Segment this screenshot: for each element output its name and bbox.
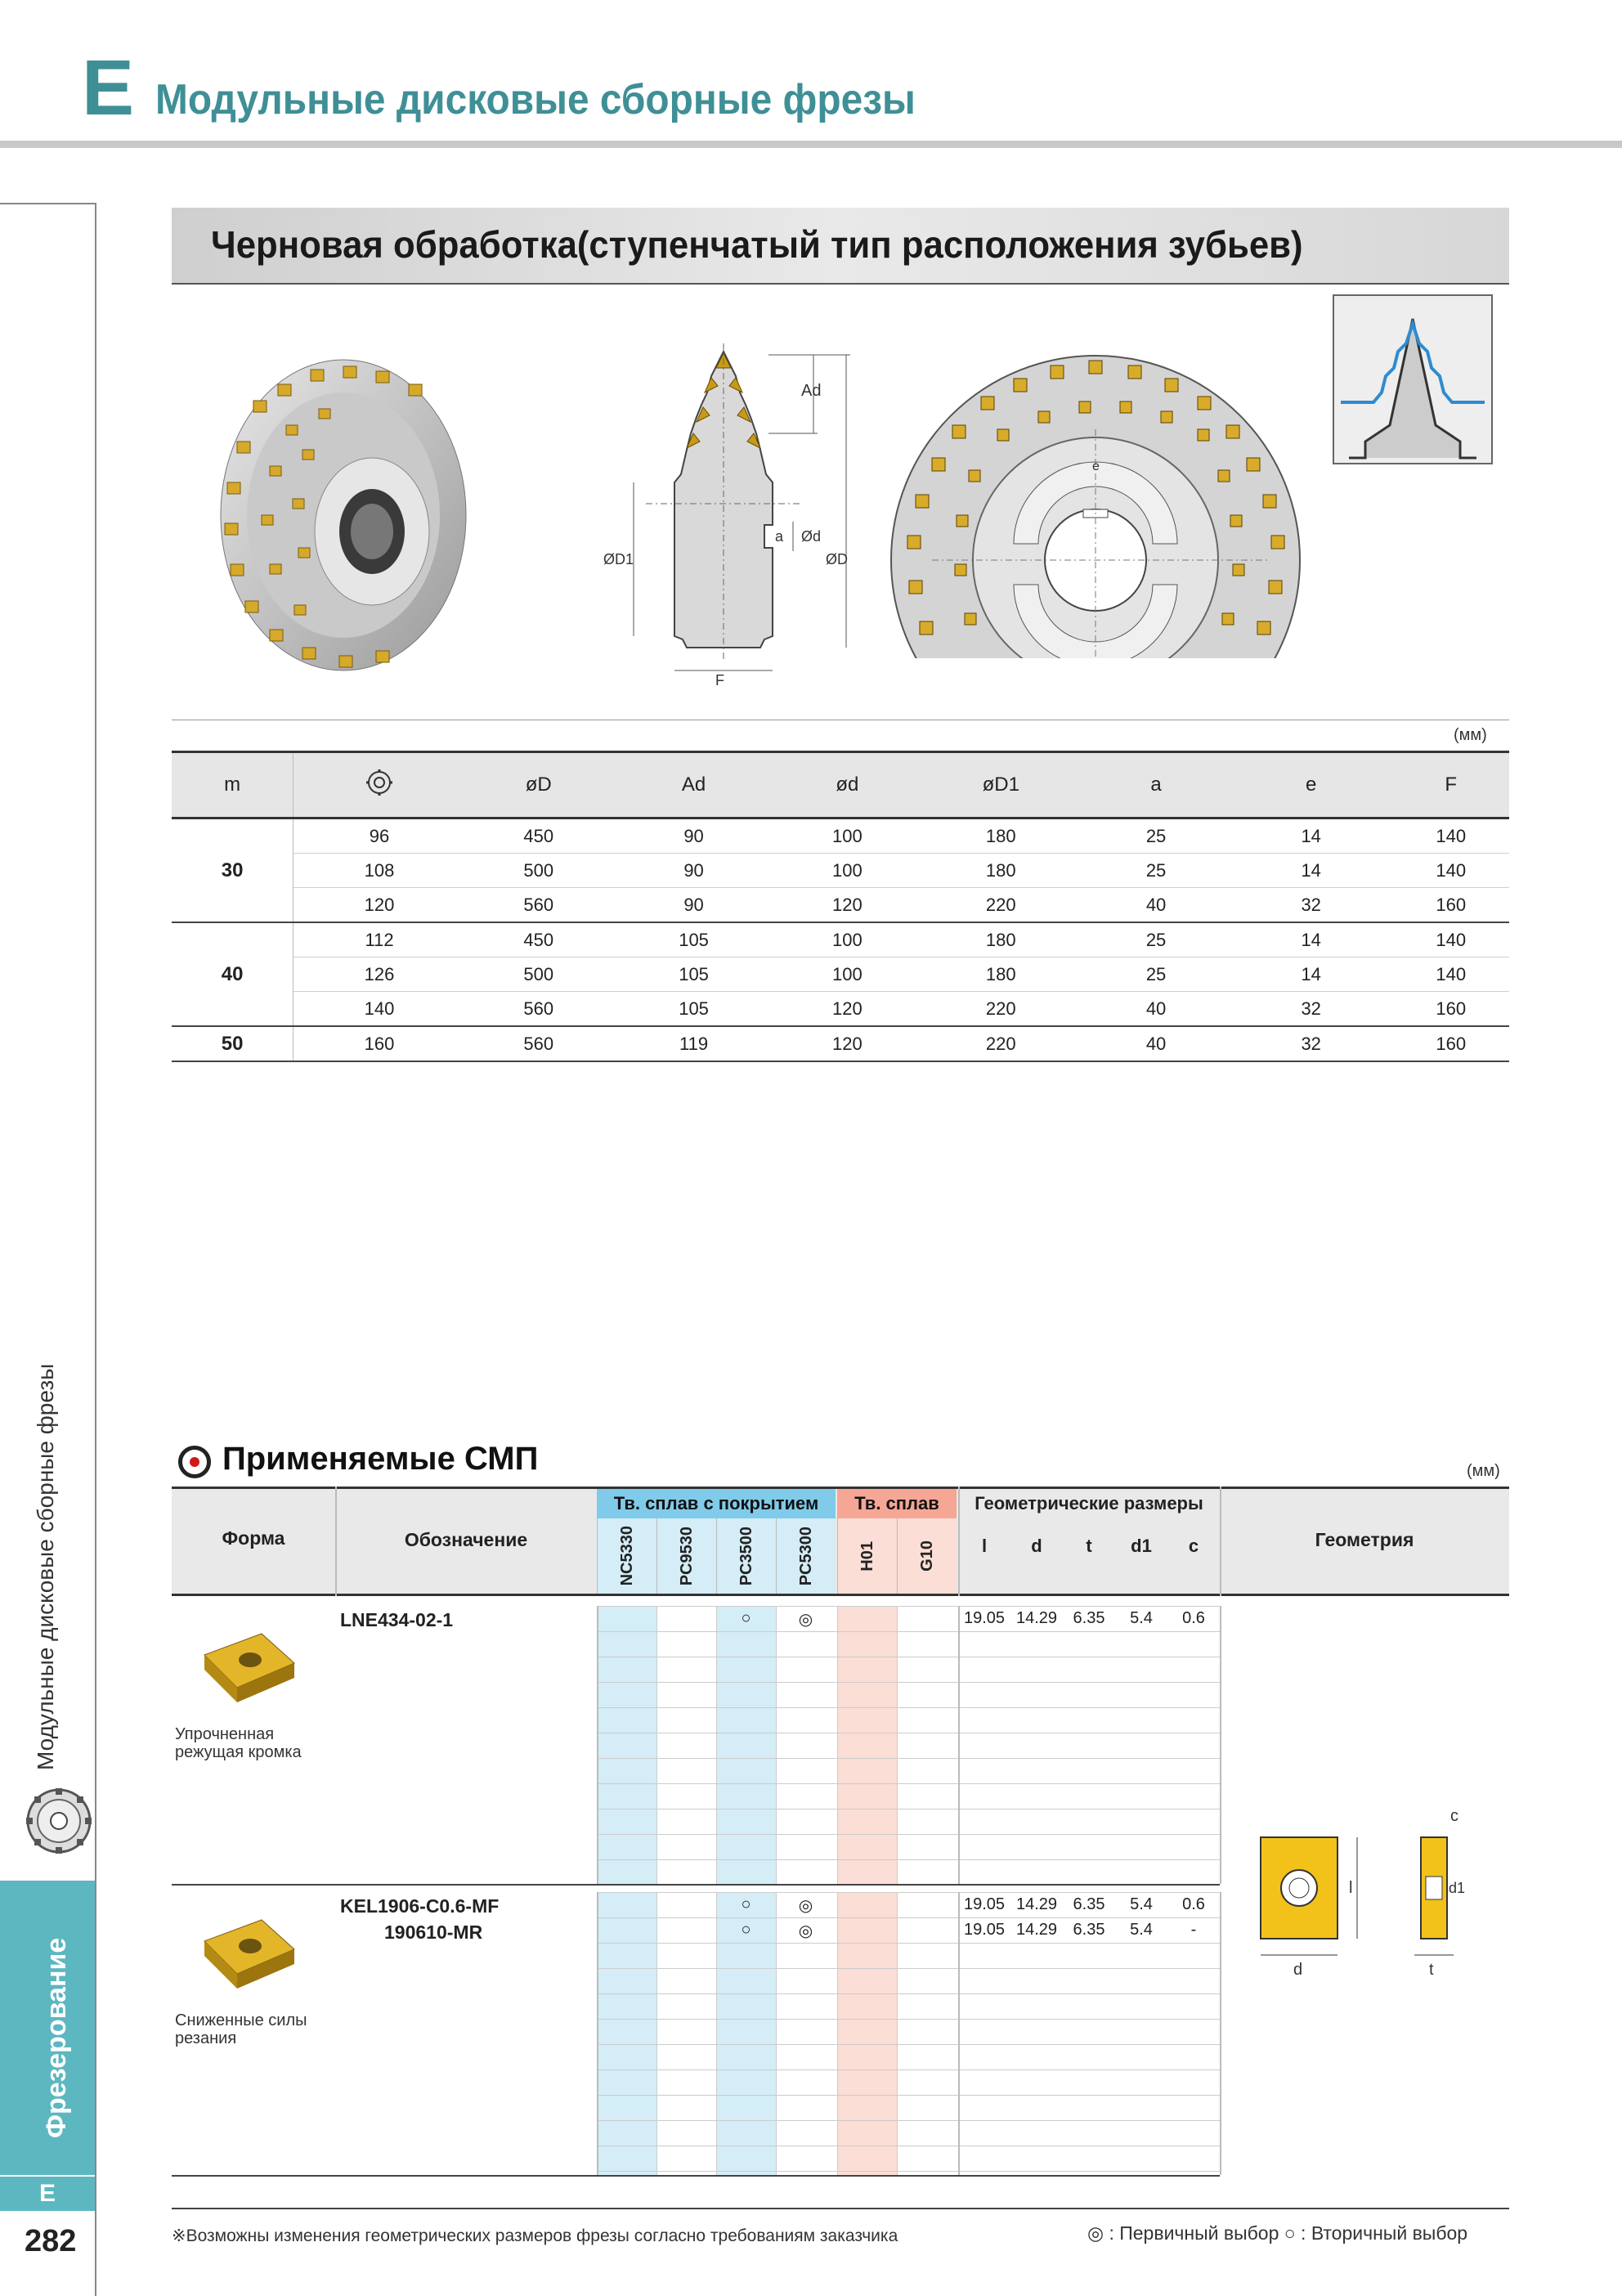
grid-line [597, 2095, 1220, 2096]
table-cell: 450 [465, 922, 612, 957]
grade-mark: ○ [741, 1921, 751, 1939]
table-cell: 560 [465, 888, 612, 923]
table-cell: 14 [1230, 922, 1392, 957]
dim-value: 19.05 [963, 1609, 1006, 1627]
teeth-count-icon [365, 769, 393, 796]
col-a: a [1082, 752, 1230, 818]
grid-line [597, 2171, 1220, 2172]
grid-line [597, 1993, 1220, 1994]
table-cell: 160 [1392, 888, 1509, 923]
table-cell: 160 [293, 1026, 465, 1061]
grid-line [597, 1758, 1220, 1759]
grid-line [597, 1917, 1220, 1918]
dim-value: 6.35 [1073, 1921, 1105, 1939]
grid-line [597, 1943, 1220, 1944]
shape-note: Упрочненная режущая кромка [175, 1725, 302, 1761]
grid-line [597, 1834, 1220, 1835]
column-divider [1220, 1892, 1221, 2175]
sidebar-tab-letter: E [0, 2177, 95, 2211]
table-row [172, 1026, 1509, 1061]
table-row [172, 922, 1509, 957]
col-m: m [172, 752, 293, 818]
dim-header: t [1086, 1536, 1092, 1556]
grid-line [597, 2120, 1220, 2121]
grade-header [597, 1518, 656, 1594]
grade-label: G10 [917, 1540, 936, 1572]
grade-column [897, 1606, 957, 1884]
label-d: Ød [801, 528, 822, 545]
table-cell: 112 [293, 922, 465, 957]
dim-value: 14.29 [1015, 1609, 1058, 1627]
grade-header [837, 1518, 897, 1594]
table-cell: 500 [465, 854, 612, 888]
table-cell: 40 [1082, 1026, 1230, 1061]
table-cell: 220 [919, 1026, 1082, 1061]
table-cell: 180 [919, 922, 1082, 957]
dim-header: d1 [1131, 1536, 1152, 1556]
table-cell: 560 [465, 1026, 612, 1061]
table-cell: 32 [1230, 992, 1392, 1027]
carbide-header: Тв. сплав [837, 1489, 957, 1518]
table-cell: 25 [1082, 957, 1230, 992]
table-cell: 25 [1082, 818, 1230, 854]
table-cell: 120 [775, 888, 919, 923]
table-cell: 126 [293, 957, 465, 992]
block-border [172, 2175, 1220, 2177]
header-divider [958, 1487, 960, 1596]
chapter-letter: E [82, 44, 135, 132]
table-cell: 40 [1082, 888, 1230, 923]
shape-note: Сниженные силы резания [175, 2011, 307, 2047]
dim-value: 6.35 [1073, 1895, 1105, 1913]
table-cell: 140 [1392, 854, 1509, 888]
grid-line [597, 2019, 1220, 2020]
dim-value: 14.29 [1015, 1921, 1058, 1939]
table-cell: 180 [919, 818, 1082, 854]
dim-value: - [1190, 1921, 1197, 1939]
sidebar-section-label: Модульные дисковые сборные фрезы [33, 1363, 58, 1770]
table-cell: 90 [612, 888, 776, 923]
table-cell: 120 [293, 888, 465, 923]
insert-code: KEL1906-C0.6-MF [340, 1895, 500, 1917]
front-view-drawing [883, 348, 1308, 666]
inserts-title: Применяемые СМП [222, 1441, 539, 1477]
dim-header: l [981, 1536, 988, 1556]
grid-line [597, 1783, 1220, 1784]
table-row [172, 957, 1509, 992]
column-divider [597, 1606, 598, 1884]
sidebar-tab-label: Фрезерование [41, 1937, 72, 2138]
table-cell: 100 [775, 957, 919, 992]
table-cell: 105 [612, 922, 776, 957]
grade-column [837, 1892, 897, 2175]
dim-value: 5.4 [1130, 1921, 1153, 1939]
grade-column [897, 1892, 957, 2175]
table-cell: 560 [465, 992, 612, 1027]
grade-mark: ○ [741, 1609, 751, 1627]
dim-value: 14.29 [1015, 1895, 1058, 1913]
table-cell: 100 [775, 818, 919, 854]
block-border [172, 1884, 1220, 1886]
geometry-header: Геометрия [1315, 1529, 1414, 1550]
dim-header: d [1031, 1536, 1042, 1556]
header-divider [1220, 1487, 1221, 1596]
col-D1: øD1 [919, 752, 1082, 818]
tooth-profile-thumbnail [1333, 294, 1493, 464]
table-cell: 119 [612, 1026, 776, 1061]
dim-value: 5.4 [1130, 1609, 1153, 1627]
coated-header: Тв. сплав с покрытием [597, 1489, 836, 1518]
table-cell: 100 [775, 854, 919, 888]
dim-value: 19.05 [963, 1921, 1006, 1939]
grade-header [716, 1518, 776, 1594]
col-F: F [1392, 752, 1509, 818]
grade-label: NC5330 [617, 1526, 636, 1586]
grade-header [656, 1518, 716, 1594]
table-cell: 105 [612, 957, 776, 992]
table-cell: 32 [1230, 1026, 1392, 1061]
label-a: a [775, 528, 784, 545]
grade-label: H01 [858, 1540, 876, 1572]
grid-line [597, 1682, 1220, 1683]
label-e: e [1092, 460, 1100, 473]
grade-column [837, 1606, 897, 1884]
col-d: ød [775, 752, 919, 818]
grade-column [656, 1606, 716, 1884]
cross-section-drawing [597, 343, 867, 687]
grade-column [776, 1606, 836, 1884]
grade-mark: ◎ [798, 1922, 813, 1940]
page-number: 282 [25, 2224, 77, 2258]
grade-column [716, 1606, 776, 1884]
dim-value: 0.6 [1182, 1609, 1205, 1627]
geom-label-c: c [1450, 1807, 1458, 1825]
footer-rule [172, 2208, 1509, 2209]
table-cell: 220 [919, 992, 1082, 1027]
dim-value: 19.05 [963, 1895, 1006, 1913]
insert-code: 190610-MR [384, 1922, 483, 1943]
geom-label-d: d [1293, 1961, 1303, 1979]
table-cell: 140 [1392, 957, 1509, 992]
grid-line [597, 1606, 1220, 1607]
footer-legend: ◎ : Первичный выбор ○ : Вторичный выбор [1087, 2222, 1468, 2244]
table-cell: 32 [1230, 888, 1392, 923]
grade-column [656, 1892, 716, 2175]
table-cell: 96 [293, 818, 465, 854]
table-cell: 120 [775, 1026, 919, 1061]
grid-line [597, 2044, 1220, 2045]
table-cell: 105 [612, 992, 776, 1027]
inserts-bullet-icon [178, 1446, 211, 1478]
module-cell: 30 [172, 818, 293, 923]
label-F: F [715, 672, 724, 687]
label-D: ØD [826, 551, 848, 567]
table-cell: 140 [1392, 922, 1509, 957]
dimensions-table [172, 751, 1509, 1062]
page-title: Модульные дисковые сборные фрезы [155, 76, 916, 123]
dim-header: c [1188, 1536, 1199, 1556]
grade-label: PC5300 [796, 1526, 815, 1586]
insert-code: LNE434-02-1 [340, 1609, 454, 1630]
table-cell: 500 [465, 957, 612, 992]
table-cell: 160 [1392, 992, 1509, 1027]
dim-value: 5.4 [1130, 1895, 1153, 1913]
main-table-unit: (мм) [1454, 726, 1487, 744]
grade-mark: ○ [741, 1895, 751, 1913]
col-Ad: Ad [612, 752, 776, 818]
column-divider [1220, 1606, 1221, 1884]
header-rule [0, 141, 1622, 148]
insert-photo [188, 1622, 302, 1720]
inserts-unit: (мм) [1467, 1462, 1500, 1480]
col-teeth [293, 752, 465, 818]
dim-value: 0.6 [1182, 1895, 1205, 1913]
cutter-photo [180, 352, 474, 679]
insert-photo [188, 1908, 302, 2007]
table-cell: 160 [1392, 1026, 1509, 1061]
shape-header: Форма [222, 1527, 285, 1549]
module-cell: 50 [172, 1026, 293, 1061]
insert-geometry-drawing [1251, 1803, 1480, 1983]
table-cell: 108 [293, 854, 465, 888]
dim-value: 6.35 [1073, 1609, 1105, 1627]
grid-line [597, 1968, 1220, 1969]
table-cell: 40 [1082, 992, 1230, 1027]
table-cell: 100 [775, 922, 919, 957]
grade-header [776, 1518, 836, 1594]
table-row [172, 888, 1509, 923]
section-title: Черновая обработка(ступенчатый тип расположения зубьев) [211, 223, 1303, 266]
grid-line [597, 1859, 1220, 1860]
geom-label-d1: d1 [1449, 1880, 1466, 1896]
module-cell: 40 [172, 922, 293, 1026]
column-divider [958, 1606, 960, 1884]
grade-label: PC9530 [677, 1526, 696, 1586]
grade-column [597, 1892, 656, 2175]
footer-note: ※Возможны изменения геометрических размеров фрезы согласно требованиям заказчика [172, 2226, 898, 2245]
table-cell: 14 [1230, 854, 1392, 888]
column-divider [597, 1892, 598, 2175]
table-row [172, 818, 1509, 854]
table-cell: 140 [1392, 818, 1509, 854]
table-cell: 90 [612, 854, 776, 888]
table-cell: 14 [1230, 957, 1392, 992]
table-cell: 14 [1230, 818, 1392, 854]
grid-line [597, 1892, 1220, 1893]
label-D1: ØD1 [603, 551, 634, 567]
table-cell: 180 [919, 854, 1082, 888]
table-cell: 220 [919, 888, 1082, 923]
col-D: øD [465, 752, 612, 818]
grade-mark: ◎ [798, 1611, 813, 1629]
grade-header [897, 1518, 957, 1594]
grid-line [597, 1631, 1220, 1632]
geom-label-t: t [1429, 1961, 1434, 1979]
geom-dims-header: Геометрические размеры [975, 1493, 1203, 1513]
label-ad: Ad [801, 382, 822, 400]
table-cell: 140 [293, 992, 465, 1027]
table-cell: 180 [919, 957, 1082, 992]
table-row [172, 854, 1509, 888]
cutter-thumbnail-icon [25, 1787, 93, 1855]
grade-label: PC3500 [737, 1526, 755, 1586]
code-header: Обозначение [404, 1529, 528, 1550]
grade-mark: ◎ [798, 1897, 813, 1915]
table-cell: 25 [1082, 922, 1230, 957]
col-e: e [1230, 752, 1392, 818]
grade-column [597, 1606, 656, 1884]
table-cell: 90 [612, 818, 776, 854]
geom-label-l: l [1349, 1879, 1353, 1897]
table-cell: 120 [775, 992, 919, 1027]
grid-line [597, 1707, 1220, 1708]
table-cell: 25 [1082, 854, 1230, 888]
table-row [172, 992, 1509, 1027]
table-cell: 450 [465, 818, 612, 854]
